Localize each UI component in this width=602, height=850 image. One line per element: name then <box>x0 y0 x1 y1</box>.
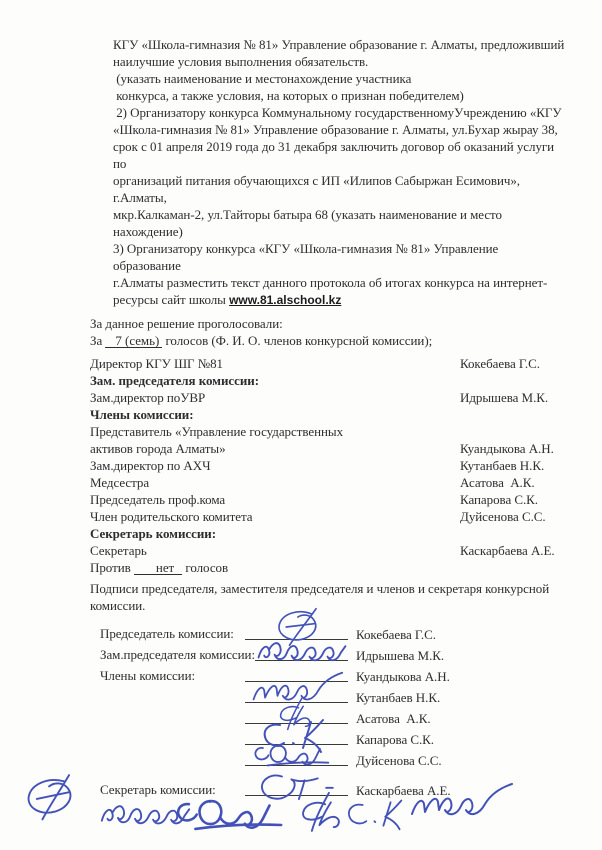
signatures-intro: Подписи председателя, заместителя председателя и членов и секретаря конкурсной комиссии. <box>90 581 553 613</box>
intro-line-7: срок с 01 апреля 2019 года до 31 декабря заключить договор об оказаний услуги по <box>113 139 558 171</box>
bottom-signature-idrysheva <box>102 806 189 823</box>
intro-line-11: г.Алматы разместить текст данного протокола об итогах конкурса на интернет- <box>113 275 548 290</box>
signature-row-members: Члены комиссии: Куандыкова А.Н. <box>100 668 450 684</box>
bottom-signature-duysenova <box>178 801 281 829</box>
commission-list <box>90 355 566 576</box>
vote-for-line <box>90 332 566 349</box>
vote-against-line <box>90 559 566 576</box>
intro-line-1: КГУ «Школа-гимназия № 81» Управление образование г. Алматы, предложивший <box>113 37 565 52</box>
vote-count-underline <box>105 334 162 348</box>
intro-line-9: мкр.Калкаман-2, ул.Тайторы батыра 68 (указать наименование и место нахождение) <box>113 207 506 239</box>
signature-row-duysenova: Дуйсенова С.С. <box>100 748 566 769</box>
signature-row-deputy: Зам.председателя комиссии: Идрышева М.К. <box>100 643 566 664</box>
vote-for-prefix: За <box>90 333 103 348</box>
commission-row-union-head: Председатель проф.кома Капарова С.К. <box>90 492 539 507</box>
intro-paragraph <box>113 36 566 309</box>
intro-line-5: 2) Организатору конкурса Коммунальному государственномуУчреждению «КГУ <box>113 105 562 120</box>
commission-row-deputy-head: Зам. председателя комиссии: <box>90 373 260 388</box>
vote-heading: За данное решение проголосовали: <box>90 316 283 331</box>
bottom-signature-kutanbaev <box>412 784 512 814</box>
commission-row-members-head: Члены комиссии: <box>90 407 194 422</box>
intro-line-12 <box>113 291 566 309</box>
vote-for-suffix: голосов (Ф. И. О. членов конкурсной комиссии); <box>162 333 433 348</box>
vote-count-value: 7 (семь) <box>115 333 160 348</box>
commission-row-nurse: Медсестра Асатова А.К. <box>90 475 535 490</box>
intro-line-2: наилучшие условия выполнения обязательств. <box>113 54 369 69</box>
signature-row-kaparova: Капарова С.К. <box>100 727 566 748</box>
bottom-signature-kokebaeva <box>27 775 73 820</box>
signature-row-secretary: Секретарь комиссии: Каскарбаева А.Е. <box>100 778 566 799</box>
signature-line <box>255 646 348 661</box>
commission-row-secretary-head: Секретарь комиссии: <box>90 526 217 541</box>
commission-row-assets: активов города Алматы» Куандыкова А.Н. <box>90 441 554 456</box>
vote-against-prefix: Против <box>90 560 131 575</box>
bottom-signature-kaparova <box>349 801 402 830</box>
intro-tail-text: ресурсы сайт школы <box>113 292 230 307</box>
vote-section <box>90 315 566 349</box>
vote-against-underline <box>134 561 182 575</box>
intro-line-4: конкурса, а также условия, на которых о признан победителем) <box>113 88 464 103</box>
signature-row-asatova: Асатова А.К. <box>100 706 566 727</box>
signature-row-chairman: Председатель комиссии: Кокебаева Г.С. <box>100 622 566 643</box>
vote-against-suffix: голосов <box>182 560 229 575</box>
commission-row-deputy-uvr: Зам.директор поУВР Идрышева М.К. <box>90 390 549 405</box>
bottom-signature-asatova <box>303 793 339 831</box>
commission-row-deputy-ahch: Зам.директор по АХЧ Кутанбаев Н.К. <box>90 458 545 473</box>
intro-line-6: «Школа-гимназия № 81» Управление образование г. Алматы, ул.Бухар жырау 38, <box>113 122 558 137</box>
school-site-link: www.81.alschool.kz <box>229 293 342 307</box>
commission-row-director: Директор КГУ ШГ №81 Кокебаева Г.С. <box>90 356 540 371</box>
bottom-signatures-strip <box>0 752 602 850</box>
commission-row-parent-committee: Член родительского комитета Дуйсенова С.С. <box>90 509 546 524</box>
intro-line-10: 3) Организатору конкурса «КГУ «Школа-гимназия № 81» Управление образование <box>113 241 502 273</box>
intro-line-3: (указать наименование и местонахождение участника <box>113 71 412 86</box>
signature-row-kutanbaev: Кутанбаев Н.К. <box>100 685 566 706</box>
commission-row-secretary: Секретарь Каскарбаева А.Е. <box>90 543 555 558</box>
intro-line-8: организаций питания обучающихся с ИП «Илипов Сабыржан Есимович», г.Алматы, <box>113 173 524 205</box>
vote-against-value: нет <box>155 560 175 575</box>
commission-row-representative: Представитель «Управление государственных <box>90 424 344 439</box>
signature-idrysheva-scribble <box>254 633 350 667</box>
